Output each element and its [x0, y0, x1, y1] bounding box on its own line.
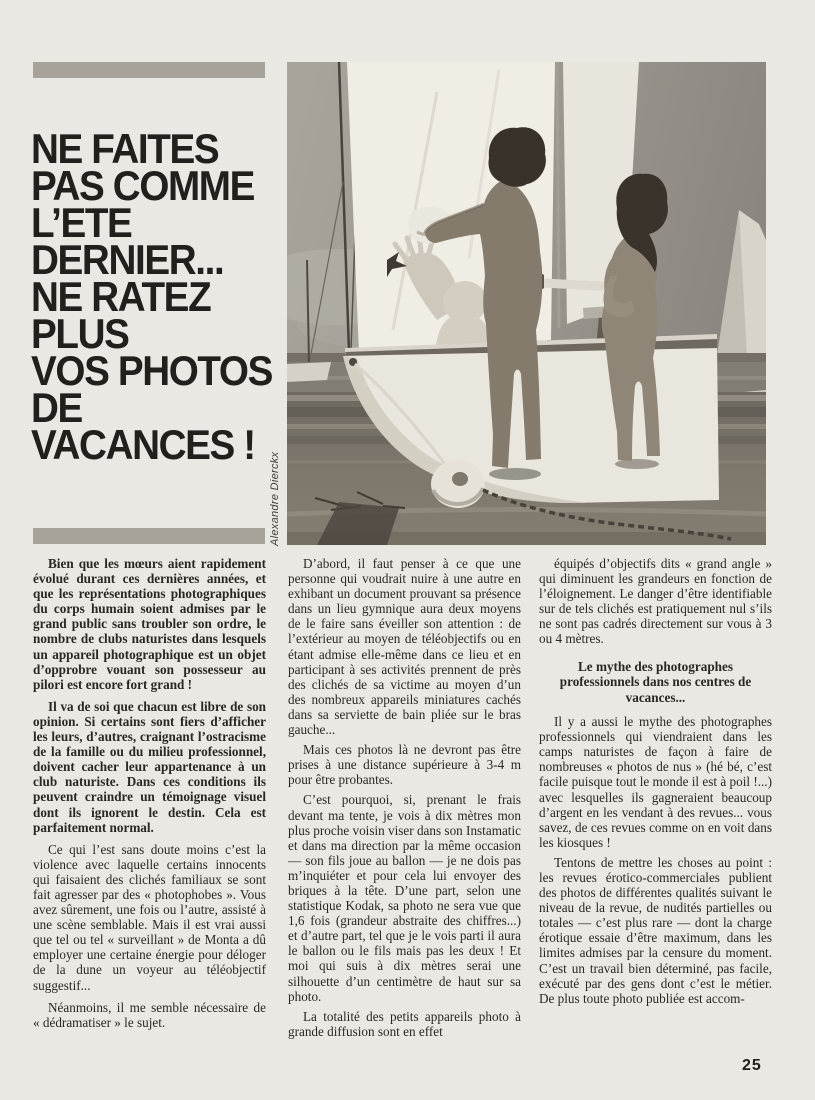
headline-line: NE RATEZ — [31, 273, 211, 320]
background-boat-left — [287, 362, 331, 382]
page-number: 25 — [742, 1057, 762, 1074]
body-paragraph: Bien que les mœurs aient rapidement évolué durant ces dernières années, et que les représentations photographiques du corps humain soient admises par le grand public sans troubler son ordre, le nombre de clubs naturistes dans lesquels un appareil photographique est un objet d’opprobre vouant son possesseur au pilori est encore fort grand ! — [33, 556, 266, 692]
body-paragraph: Néanmoins, il me semble nécessaire de « dédramatiser » le sujet. — [33, 999, 266, 1030]
figure-shadow — [489, 468, 541, 480]
body-paragraph: Mais ces photos là ne devront pas être prises à une distance supérieure à 3-4 m pour être probantes. — [288, 742, 521, 788]
headline-line: L’ETE — [31, 199, 132, 246]
body-paragraph: D’abord, il faut penser à ce que une personne qui voudrait nuire à une autre en exhibant un document prouvant sa présence dans un lieu gymnique aura deux moyens de le faire sans éveiller son attention : de l’extérieur au moyen de téléobjectifs ou en étant admise elle-même dans ce lieu et en participant à ses activités prennent de près des clichés de sa victime au moyen d’un des nombreux appareils miniatures cachés dans sa serviette de bain pliée sur le bras gauche... — [288, 556, 521, 738]
body-paragraph: Il va de soi que chacun est libre de son opinion. Si certains sont fiers d’afficher les leurs, d’autres, craignant l’ostracisme de la famille ou du milieu professionnel, doivent cacher leur appartenance à un club naturiste. Dans ces conditions ils peuvent craindre un témoignage visuel dont ils ignorent le destin. Cela est parfaitement normal. — [33, 698, 266, 835]
article-photo — [287, 62, 766, 545]
column-middle — [288, 556, 521, 1044]
column-right — [539, 556, 772, 1011]
buoy-hole — [452, 472, 468, 486]
article-headline — [31, 125, 273, 468]
body-paragraph: Il y a aussi le mythe des photographes professionnels qui viendraient dans les camps naturistes de façon à faire de nombreuses « photos de nus » (hé bé, c’est facile puisque tout le monde il est à poil !...) avec lesquelles ils gagneraient beaucoup d’argent en les vendant à des revues... vous savez, de ces revues comme on en voit dans les kiosques ! — [539, 714, 772, 850]
figure-shadow — [615, 459, 659, 469]
headline-line: NE FAITES — [31, 125, 219, 172]
body-paragraph: La totalité des petits appareils photo à grande diffusion sont en effet — [288, 1008, 521, 1039]
decorative-bar-top — [33, 62, 265, 78]
headline-line: PAS COMME — [31, 162, 255, 209]
body-paragraph: Ce qui l’est sans doute moins c’est la violence avec laquelle certains innocents qui faisaient des clichés familiaux se sont fait agresser par des « photophobes ». Vous avez sûrement, une fois ou l’autre, assisté à une scène semblable. Mais il est vrai aussi que tel ou tel « surveillant » de Monta a dû employer une certaine énergie pour déloger de la dune un voyeur au téléobjectif suggestif... — [33, 841, 266, 993]
photo-illustration — [287, 62, 766, 545]
headline-line: VOS PHOTOS — [31, 347, 273, 394]
headline-line: VACANCES ! — [31, 421, 255, 468]
body-paragraph: Tentons de mettre les choses au point : les revues érotico-commerciales publient des photos de différentes qualités suivant le niveau de la revue, de nudités partielles ou totales — c’est plus rare — dont la charge érotique essaie d’être maximum, dans les limites admises par la censure du moment. C’est un travail bien déterminé, pas facile, exécuté par des gens dont c’est le métier. De plus toute photo publiée est accom- — [539, 854, 772, 1006]
figure-1-hair — [489, 127, 546, 186]
decorative-bar-bottom — [33, 528, 265, 544]
column-left — [33, 556, 266, 1037]
headline-line: PLUS — [31, 310, 129, 357]
headline-line: DE — [31, 384, 82, 431]
body-paragraph: C’est pourquoi, si, prenant le frais devant ma tente, je vois à dix mètres mon plus proche voisin viser dans son Instamatic et dans ma direction par la même occasion — son fils joue au ballon — je ne dois pas m’inquiéter et pour cela lui envoyer des briques à la tête. D’une part, selon une statistique Kodak, sa photo ne sera vue que 1,6 fois (grandeur abstraite des chiffres...) et d’autre part, tel que je le vois parti il aura le ballon ou le fils mais pas les deux ! Et moi qui suis à dix mètres serai une silhouette d’un centimètre de haut sur sa photo. — [288, 792, 521, 1004]
body-paragraph: équipés d’objectifs dits « grand angle » qui diminuent les grandeurs en fonction de l’éloignement. Le danger d’être identifiable sur de tels clichés est pratiquement nul s’ils ne sont pas cadrés directement sur vous à 3 ou 4 mètres. — [539, 556, 772, 647]
headline-line: DERNIER... — [31, 236, 224, 283]
section-subhead: Le mythe des photographes professionnels dans nos centres de vacances... — [559, 658, 752, 705]
photo-credit: Alexandre Dierckx — [269, 451, 281, 546]
